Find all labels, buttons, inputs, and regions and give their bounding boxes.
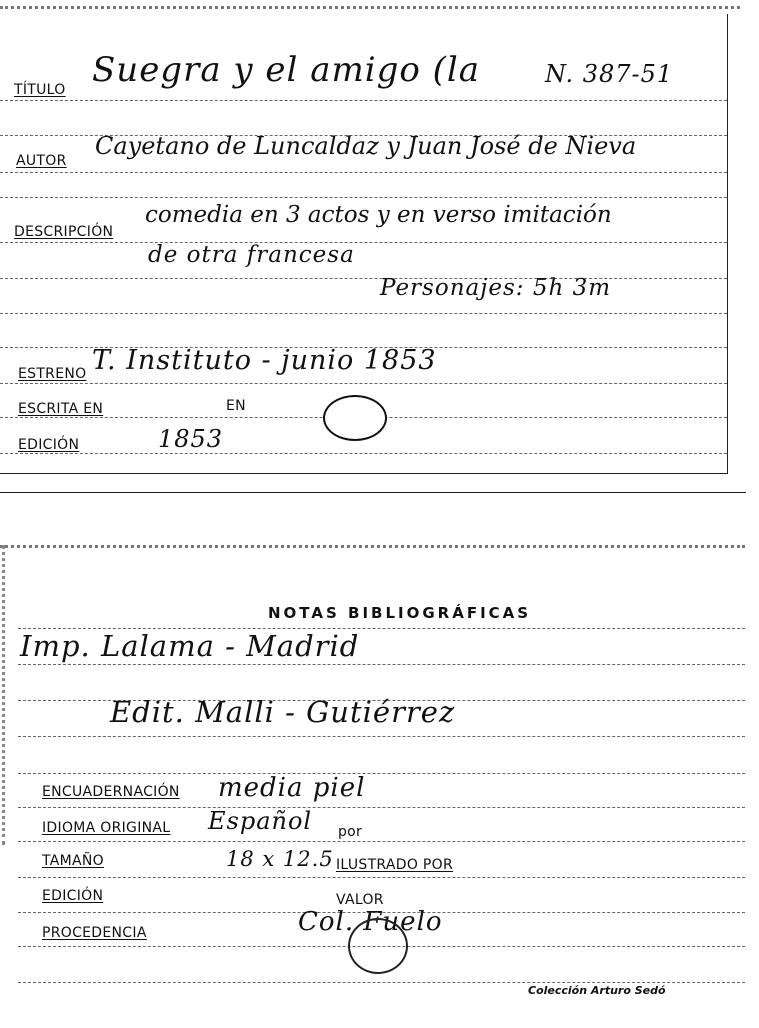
descripcion-line3: Personajes: 5h 3m bbox=[380, 275, 612, 301]
estreno-label: ESTRENO bbox=[18, 366, 87, 382]
descripcion-line2: de otra francesa bbox=[148, 242, 355, 268]
rule-line bbox=[18, 982, 745, 983]
rule-line bbox=[0, 197, 727, 198]
notes-line2: Edit. Malli - Gutiérrez bbox=[110, 695, 456, 729]
edicion-label: EDICIÓN bbox=[18, 437, 80, 453]
catalog-number: N. 387-51 bbox=[545, 60, 674, 88]
edicion-value: 1853 bbox=[158, 425, 224, 453]
autor-value: Cayetano de Luncaldaz y Juan José de Nieva bbox=[95, 132, 637, 160]
notes-line1: Imp. Lalama - Madrid bbox=[20, 629, 360, 663]
collection-stamp: Colección Arturo Sedó bbox=[528, 984, 666, 997]
card-bottom-border bbox=[0, 473, 727, 474]
titulo-label: TÍTULO bbox=[14, 82, 66, 98]
card-bottom-edge bbox=[0, 545, 745, 548]
rule-line bbox=[18, 773, 745, 774]
rule-line bbox=[0, 453, 727, 454]
card-left-edge bbox=[2, 545, 17, 845]
punch-hole bbox=[348, 918, 408, 974]
rule-line bbox=[0, 313, 727, 314]
rule-line bbox=[0, 172, 727, 173]
procedencia-label: PROCEDENCIA bbox=[42, 925, 147, 941]
descripcion-label: DESCRIPCIÓN bbox=[14, 224, 114, 240]
escrita-en-label: ESCRITA EN bbox=[18, 401, 104, 417]
rule-line bbox=[0, 383, 727, 384]
ilustrado-label: ILUSTRADO POR bbox=[336, 857, 453, 873]
edicion-label-back: EDICIÓN bbox=[42, 888, 104, 904]
rule-line bbox=[18, 877, 745, 878]
card-top-edge bbox=[0, 6, 740, 9]
procedencia-value: Col. Fuelo bbox=[298, 907, 443, 937]
catalog-card-front bbox=[0, 0, 759, 500]
tamano-label: TAMAÑO bbox=[42, 853, 104, 869]
notas-heading: NOTAS BIBLIOGRÁFICAS bbox=[268, 604, 532, 622]
encuadernacion-label: ENCUADERNACIÓN bbox=[42, 784, 180, 800]
rule-line bbox=[18, 807, 745, 808]
card-cut-line bbox=[0, 492, 746, 493]
encuadernacion-value: media piel bbox=[218, 773, 366, 803]
card-right-border bbox=[727, 14, 728, 474]
valor-label: VALOR bbox=[336, 892, 384, 908]
rule-line bbox=[0, 100, 727, 101]
punch-hole bbox=[323, 395, 387, 441]
rule-line bbox=[18, 841, 745, 842]
descripcion-line1: comedia en 3 actos y en verso imitación bbox=[145, 202, 612, 228]
rule-line bbox=[18, 664, 745, 665]
autor-label: AUTOR bbox=[16, 153, 67, 169]
idioma-label: IDIOMA ORIGINAL bbox=[42, 820, 171, 836]
rule-line bbox=[18, 736, 745, 737]
en-label: EN bbox=[226, 398, 246, 414]
rule-line bbox=[0, 278, 727, 279]
catalog-card-back bbox=[0, 535, 759, 1028]
tamano-value: 18 x 12.5 bbox=[226, 847, 334, 871]
estreno-value: T. Instituto - junio 1853 bbox=[92, 345, 437, 376]
rule-line bbox=[0, 242, 727, 243]
titulo-value: Suegra y el amigo (la bbox=[92, 50, 481, 90]
por-label: por bbox=[338, 824, 363, 840]
idioma-value: Español bbox=[208, 807, 313, 835]
